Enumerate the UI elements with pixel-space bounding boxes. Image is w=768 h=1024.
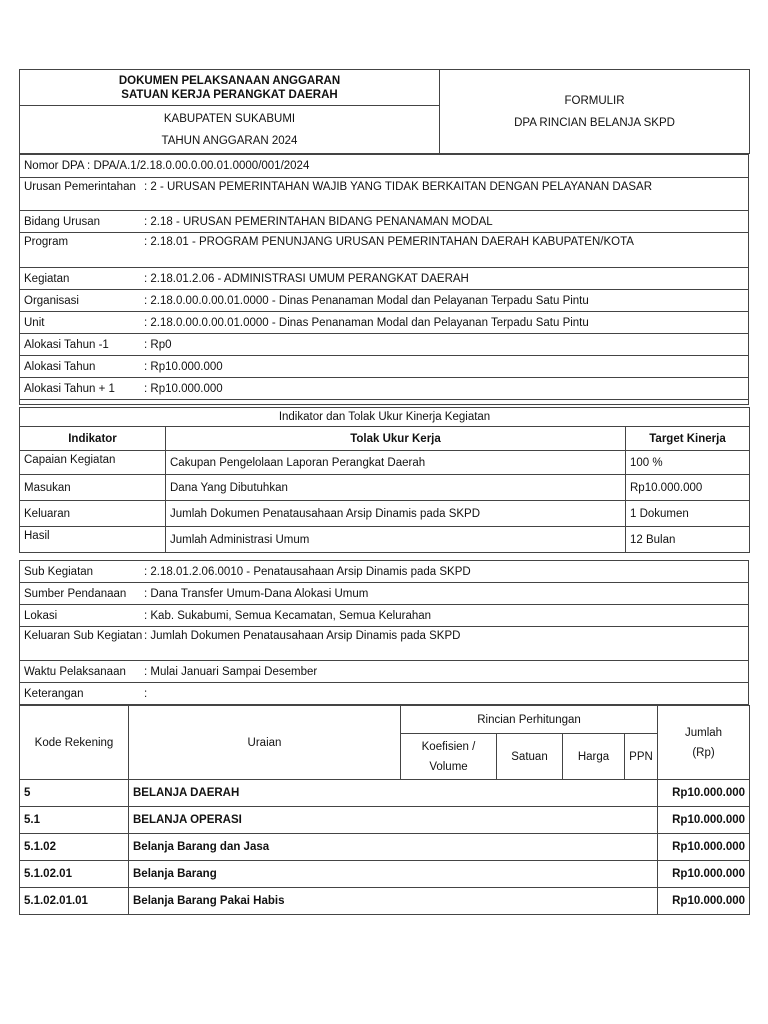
nomor-dpa: Nomor DPA : DPA/A.1/2.18.0.00.0.00.01.0000/001/2024	[20, 155, 749, 178]
sub-row	[20, 627, 749, 661]
table-row	[20, 888, 750, 915]
jumlah-cell: Rp10.000.000	[658, 834, 750, 861]
info-row	[20, 268, 749, 290]
sub-label: Lokasi	[24, 609, 58, 622]
info-value: : Rp10.000.000	[144, 382, 223, 395]
indikator-cell: Hasil	[20, 527, 166, 553]
region-cell	[20, 106, 440, 154]
info-row	[20, 378, 749, 400]
info-row	[20, 211, 749, 233]
formulir-label: FORMULIR	[564, 94, 625, 107]
target-cell: 12 Bulan	[626, 527, 750, 553]
info-row	[20, 178, 749, 211]
spacer	[20, 400, 749, 405]
info-table	[19, 154, 749, 405]
uraian-cell: Belanja Barang dan Jasa	[129, 834, 658, 861]
formulir-cell	[440, 70, 750, 154]
jumlah-cell: Rp10.000.000	[658, 780, 750, 807]
indikator-cell: Capaian Kegiatan	[20, 451, 166, 475]
sub-row	[20, 683, 749, 705]
col-ppn: PPN	[625, 734, 658, 780]
tolak-cell: Cakupan Pengelolaan Laporan Perangkat Daerah	[166, 451, 626, 475]
info-label: Alokasi Tahun + 1	[24, 382, 115, 395]
info-label: Alokasi Tahun -1	[24, 338, 109, 351]
target-cell: 100 %	[626, 451, 750, 475]
sub-value: : Dana Transfer Umum-Dana Alokasi Umum	[144, 587, 369, 600]
sub-value: : Mulai Januari Sampai Desember	[144, 665, 318, 678]
indicator-title: Indikator dan Tolak Ukur Kinerja Kegiatan	[20, 408, 750, 427]
sub-kegiatan-table	[19, 560, 749, 705]
uraian-cell: BELANJA OPERASI	[129, 807, 658, 834]
region: KABUPATEN SUKABUMI	[163, 112, 296, 125]
sub-row	[20, 583, 749, 605]
formulir-name: DPA RINCIAN BELANJA SKPD	[514, 116, 675, 129]
col-uraian: Uraian	[129, 706, 401, 780]
header-table	[19, 69, 750, 154]
sub-label: Keterangan	[24, 687, 84, 700]
col-jumlah: Jumlah (Rp)	[658, 706, 750, 780]
col-satuan: Satuan	[497, 734, 563, 780]
kode-cell: 5.1.02	[20, 834, 129, 861]
table-row	[20, 780, 750, 807]
sub-value: : Kab. Sukabumi, Semua Kecamatan, Semua Kelurahan	[144, 609, 432, 622]
col-koefisien: Koefisien / Volume	[401, 734, 497, 780]
rincian-table	[19, 705, 750, 915]
info-label: Alokasi Tahun	[24, 360, 96, 373]
info-value: : 2.18.01 - PROGRAM PENUNJANG URUSAN PEMERINTAHAN DAERAH KABUPATEN/KOTA	[144, 236, 634, 248]
info-row	[20, 312, 749, 334]
kode-cell: 5	[20, 780, 129, 807]
info-value: : Rp0	[144, 338, 172, 351]
sub-label: Sumber Pendanaan	[24, 587, 127, 600]
col-indikator: Indikator	[20, 427, 166, 451]
indicator-table	[19, 407, 750, 553]
info-row	[20, 356, 749, 378]
table-row	[20, 861, 750, 888]
info-row	[20, 334, 749, 356]
indikator-cell: Keluaran	[20, 501, 166, 527]
sub-label: Waktu Pelaksanaan	[24, 665, 126, 678]
uraian-cell: BELANJA DAERAH	[129, 780, 658, 807]
col-harga: Harga	[563, 734, 625, 780]
sub-value: :	[144, 687, 148, 700]
sub-label: Keluaran Sub Kegiatan	[24, 630, 143, 642]
kode-cell: 5.1.02.01.01	[20, 888, 129, 915]
info-value: : 2.18 - URUSAN PEMERINTAHAN BIDANG PENANAMAN MODAL	[144, 215, 493, 228]
jumlah-cell: Rp10.000.000	[658, 888, 750, 915]
sub-value: : Jumlah Dokumen Penatausahaan Arsip Dinamis pada SKPD	[144, 630, 461, 642]
doc-title-line2: SATUAN KERJA PERANGKAT DAERAH	[121, 88, 338, 101]
sub-row	[20, 661, 749, 683]
kode-cell: 5.1.02.01	[20, 861, 129, 888]
col-target: Target Kinerja	[626, 427, 750, 451]
table-row	[20, 807, 750, 834]
info-row	[20, 290, 749, 312]
table-row	[20, 475, 750, 501]
info-label: Kegiatan	[24, 272, 70, 285]
target-cell: 1 Dokumen	[626, 501, 750, 527]
table-row	[20, 451, 750, 475]
budget-year: TAHUN ANGGARAN 2024	[161, 134, 298, 147]
dpa-document	[19, 69, 749, 915]
info-label: Unit	[24, 316, 45, 329]
doc-title	[20, 70, 440, 106]
info-value: : Rp10.000.000	[144, 360, 223, 373]
info-label: Organisasi	[24, 294, 79, 307]
tolak-cell: Jumlah Administrasi Umum	[166, 527, 626, 553]
table-row	[20, 527, 750, 553]
info-value: : 2.18.0.00.0.00.01.0000 - Dinas Penanaman Modal dan Pelayanan Terpadu Satu Pintu	[144, 316, 589, 329]
info-row	[20, 233, 749, 268]
col-rincian-perhitungan: Rincian Perhitungan	[401, 706, 658, 734]
info-value: : 2.18.01.2.06 - ADMINISTRASI UMUM PERANGKAT DAERAH	[144, 272, 469, 285]
info-value: : 2 - URUSAN PEMERINTAHAN WAJIB YANG TIDAK BERKAITAN DENGAN PELAYANAN DASAR	[144, 181, 653, 193]
table-row	[20, 501, 750, 527]
jumlah-cell: Rp10.000.000	[658, 861, 750, 888]
info-label: Bidang Urusan	[24, 215, 101, 228]
sub-label: Sub Kegiatan	[24, 565, 94, 578]
table-row	[20, 834, 750, 861]
doc-title-line1: DOKUMEN PELAKSANAAN ANGGARAN	[118, 74, 341, 87]
info-value: : 2.18.0.00.0.00.01.0000 - Dinas Penanaman Modal dan Pelayanan Terpadu Satu Pintu	[144, 294, 589, 307]
info-label: Program	[24, 236, 69, 248]
info-label: Urusan Pemerintahan	[24, 181, 136, 193]
uraian-cell: Belanja Barang Pakai Habis	[129, 888, 658, 915]
jumlah-cell: Rp10.000.000	[658, 807, 750, 834]
tolak-cell: Jumlah Dokumen Penatausahaan Arsip Dinamis pada SKPD	[166, 501, 626, 527]
col-kode-rekening: Kode Rekening	[20, 706, 129, 780]
uraian-cell: Belanja Barang	[129, 861, 658, 888]
sub-value: : 2.18.01.2.06.0010 - Penatausahaan Arsip Dinamis pada SKPD	[144, 565, 471, 578]
sub-row	[20, 605, 749, 627]
tolak-cell: Dana Yang Dibutuhkan	[166, 475, 626, 501]
indikator-cell: Masukan	[20, 475, 166, 501]
sub-row	[20, 561, 749, 583]
kode-cell: 5.1	[20, 807, 129, 834]
col-tolak-ukur: Tolak Ukur Kerja	[166, 427, 626, 451]
target-cell: Rp10.000.000	[626, 475, 750, 501]
